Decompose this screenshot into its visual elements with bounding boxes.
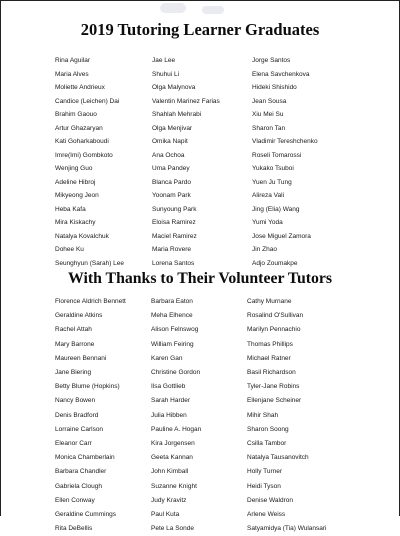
tutor-name: Monica Chamberlain bbox=[55, 454, 115, 462]
graduate-name: Blanca Pardo bbox=[152, 178, 192, 186]
graduate-name: Mikyeong Jeon bbox=[55, 192, 99, 199]
graduate-name: Vladimir Tereshchenko bbox=[252, 138, 318, 145]
tutor-name: Csilla Tambor bbox=[247, 440, 287, 448]
tutor-name: Holly Turner bbox=[247, 468, 283, 476]
graduate-name: Jin Zhao bbox=[252, 246, 277, 253]
tutor-name: Natalya Tausanovitch bbox=[247, 454, 309, 462]
graduate-name: Candice (Leichen) Dai bbox=[55, 97, 120, 105]
graduate-name: Kati Goharkaboudi bbox=[55, 138, 109, 145]
tutor-name: Barbara Eaton bbox=[151, 298, 193, 305]
tutor-name: Rita DeBellis bbox=[55, 525, 93, 533]
graduate-name: Yukako Tsuboi bbox=[252, 165, 294, 172]
graduate-name: Brahim Gaouo bbox=[55, 111, 97, 118]
tutor-name: Rachel Attah bbox=[55, 326, 92, 334]
tutor-name: Mihir Shah bbox=[247, 411, 279, 419]
graduate-name: Alireza Vali bbox=[252, 192, 285, 199]
tutors-title: With Thanks to Their Volunteer Tutors bbox=[67, 270, 333, 287]
graduate-name: Hideki Shishido bbox=[252, 84, 297, 91]
graduate-name: Wenjing Guo bbox=[55, 165, 93, 172]
tutor-name: Marilyn Pennachio bbox=[247, 326, 301, 334]
graduate-name: Yuen Ju Tung bbox=[252, 178, 292, 186]
graduates-list bbox=[55, 54, 362, 270]
tutor-name: Mary Barrone bbox=[55, 340, 95, 348]
graduate-name: Moliette Andrieux bbox=[55, 84, 105, 91]
tutor-name: Barbara Chandler bbox=[55, 468, 107, 476]
tutor-name: Nancy Bowen bbox=[55, 397, 96, 405]
graduates-title: 2019 Tutoring Learner Graduates bbox=[80, 20, 320, 39]
tutor-name: Sarah Harder bbox=[151, 397, 191, 405]
tutor-name: Arlene Weiss bbox=[247, 511, 286, 519]
tutor-name: Judy Kravitz bbox=[151, 496, 187, 504]
graduates-column-2 bbox=[152, 54, 252, 270]
graduate-name: Maria Alves bbox=[55, 70, 89, 78]
tutor-name: Christine Gordon bbox=[151, 369, 201, 377]
tutor-name: Lorraine Carlson bbox=[55, 425, 104, 433]
graduate-name: Dohee Ku bbox=[55, 246, 84, 253]
graduate-name: Seunghyun (Sarah) Lee bbox=[55, 259, 125, 267]
speech-bubble-decoration-left bbox=[160, 3, 186, 13]
tutor-name: Florence Aldrich Bennett bbox=[55, 298, 126, 305]
tutor-name: Tyler-Jane Robins bbox=[247, 383, 300, 391]
graduate-name: Valentin Marinez Farias bbox=[152, 97, 220, 105]
tutor-name: John Kimball bbox=[151, 468, 189, 476]
graduate-name: Sharon Tan bbox=[252, 124, 286, 132]
graduate-name: Shuhui Li bbox=[152, 70, 180, 78]
tutor-name: Jane Biering bbox=[55, 369, 92, 377]
tutors-list bbox=[55, 295, 367, 536]
tutor-name: Geeta Kannan bbox=[151, 454, 193, 462]
graduate-name: Imre(Imi) Gombkoto bbox=[55, 151, 113, 159]
graduate-name: Adeline Hibroj bbox=[55, 178, 96, 186]
tutor-name: Satyamidya (Tia) Wulansari bbox=[247, 525, 327, 533]
graduate-name: Rina Aguilar bbox=[55, 57, 91, 64]
tutor-name: Paul Kuta bbox=[151, 511, 180, 519]
graduate-name: Jose Miguel Zamora bbox=[252, 232, 311, 240]
tutor-name: Basil Richardson bbox=[247, 369, 296, 377]
graduate-name: Mira Kiskachy bbox=[55, 219, 96, 226]
speech-bubble-decoration-right bbox=[202, 6, 224, 14]
left-border-line bbox=[0, 0, 1, 516]
graduate-name: Xiu Mei Su bbox=[252, 111, 284, 118]
graduate-name: Yoonam Park bbox=[152, 192, 191, 199]
tutor-name: Cathy Murnane bbox=[247, 298, 292, 305]
graduate-name: Artur Ghazaryan bbox=[55, 124, 103, 132]
tutor-name: Sharon Soong bbox=[247, 425, 289, 433]
graduate-name: Lorena Santos bbox=[152, 259, 195, 267]
tutor-name: Ilsa Gottlieb bbox=[151, 383, 186, 391]
graduate-name: Heba Kafa bbox=[55, 205, 86, 213]
tutor-name: Ellen Conway bbox=[55, 496, 95, 504]
tutor-name: Gabriela Clough bbox=[55, 482, 102, 490]
tutor-name: Ellenjane Scheiner bbox=[247, 397, 302, 405]
graduate-name: Maria Rovere bbox=[152, 246, 192, 253]
tutor-name: Eleanor Carr bbox=[55, 440, 92, 448]
graduate-name: Roseli Tomarossi bbox=[252, 151, 302, 159]
tutor-name: Denis Bradford bbox=[55, 411, 99, 419]
graduate-name: Shahlah Mehrabi bbox=[152, 111, 202, 118]
tutor-name: Kira Jorgensen bbox=[151, 440, 195, 448]
tutor-name: Julia Hibben bbox=[151, 411, 187, 419]
graduate-name: Jean Sousa bbox=[252, 97, 287, 105]
graduate-name: Jing (Elia) Wang bbox=[252, 205, 300, 213]
tutor-name: Alison Felnswog bbox=[151, 326, 199, 334]
tutor-name: Maureen Bennani bbox=[55, 354, 107, 362]
graduate-name: Adjo Zoumakpe bbox=[252, 259, 298, 267]
graduate-name: Jorge Santos bbox=[252, 57, 291, 64]
tutor-name: Meha Elhence bbox=[151, 312, 193, 320]
graduate-name: Omika Napit bbox=[152, 138, 188, 145]
graduates-column-1 bbox=[55, 54, 152, 270]
tutors-column-2 bbox=[151, 295, 247, 536]
tutors-column-1 bbox=[55, 295, 151, 536]
graduate-name: Olga Menjivar bbox=[152, 124, 193, 132]
tutor-name: Michael Ratner bbox=[247, 354, 291, 362]
tutor-name: Heidi Tyson bbox=[247, 482, 281, 490]
tutor-name: Pete La Sonde bbox=[151, 525, 195, 533]
graduate-name: Ana Ochoa bbox=[152, 151, 185, 159]
graduate-name: Sunyoung Park bbox=[152, 205, 197, 213]
tutor-name: Rosalind O'Sullivan bbox=[247, 312, 304, 320]
tutor-name: Denise Waldron bbox=[247, 496, 294, 504]
graduates-column-3 bbox=[252, 54, 362, 270]
graduate-name: Maciel Ramirez bbox=[152, 232, 197, 240]
graduate-name: Natalya Kovalchuk bbox=[55, 232, 109, 240]
tutor-name: Betty Blume (Hopkins) bbox=[55, 383, 120, 391]
tutor-name: Karen Gan bbox=[151, 354, 183, 362]
tutor-name: Suzanne Knight bbox=[151, 482, 197, 490]
graduate-name: Jae Lee bbox=[152, 57, 176, 64]
graduate-name: Yumi Yoda bbox=[252, 219, 283, 226]
graduate-name: Uma Pandey bbox=[152, 165, 190, 172]
tutor-name: Geraldine Atkins bbox=[55, 312, 103, 320]
tutor-name: Thomas Phillips bbox=[247, 340, 293, 348]
graduate-name: Olga Malynova bbox=[152, 84, 196, 91]
graduate-name: Elena Savchenkova bbox=[252, 70, 310, 78]
top-border-line bbox=[0, 0, 400, 1]
tutor-name: Geraldine Cummings bbox=[55, 511, 117, 519]
tutor-name: Pauline A. Hogan bbox=[151, 425, 202, 433]
tutors-column-3 bbox=[247, 295, 367, 536]
tutor-name: William Feiring bbox=[151, 340, 194, 348]
graduate-name: Eloisa Ramirez bbox=[152, 219, 196, 226]
